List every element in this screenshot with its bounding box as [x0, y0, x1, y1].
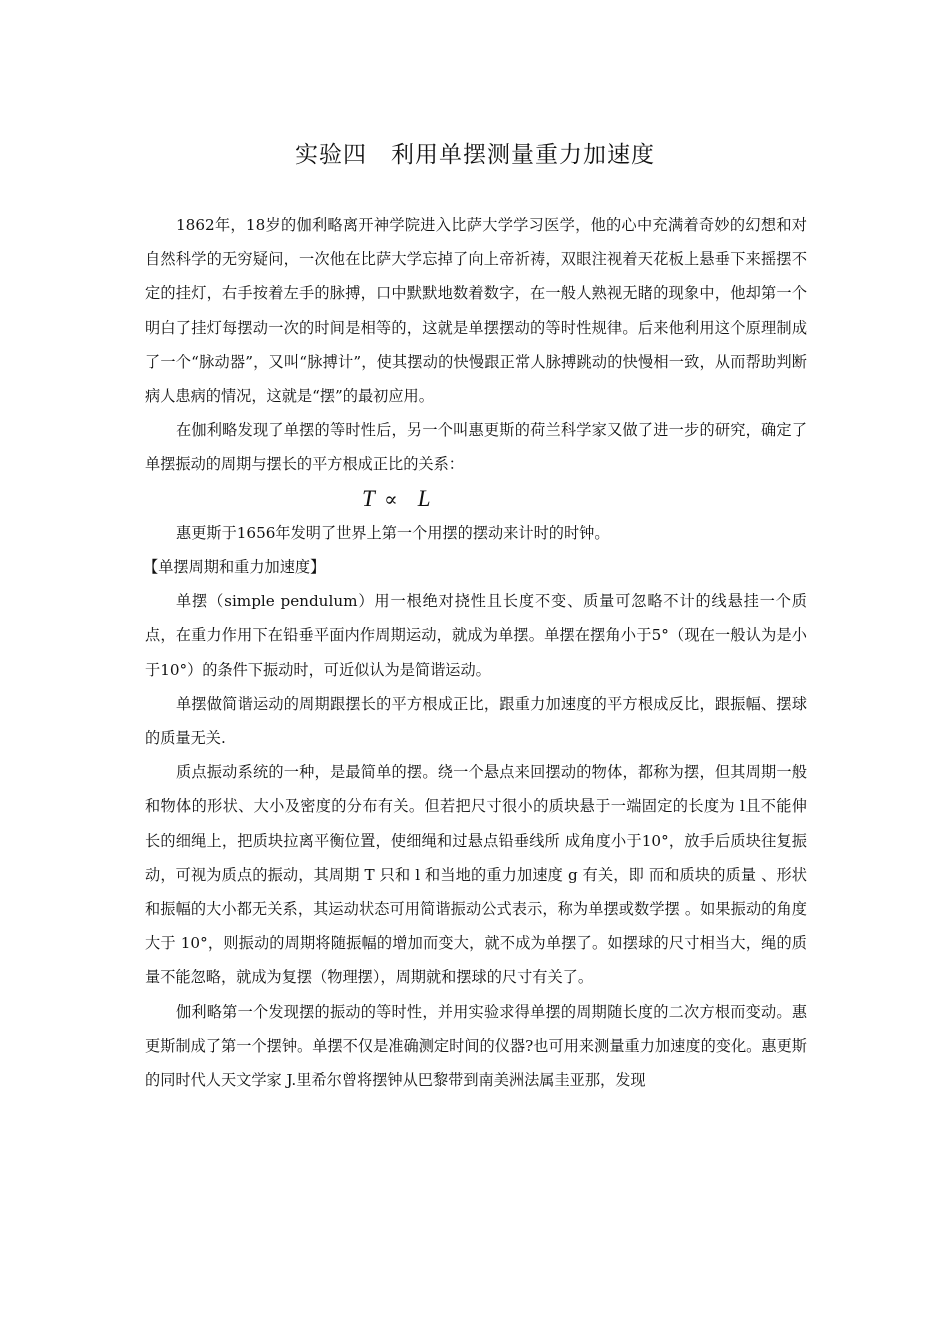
proportional-symbol: ∝: [384, 488, 398, 511]
page-title: 实验四 利用单摆测量重力加速度: [295, 142, 655, 168]
paragraph-mass-point-vibration: 质点振动系统的一种，是最简单的摆。绕一个悬点来回摆动的物体，都称为摆，但其周期一般和物体的形状、大小及密度的分布有关。但若把尺寸很小的质块悬于一端固定的长度为 l且不能伸长的细绳上，把质块拉离平衡位置，使细绳和过悬点铅垂线所 成角度小于10°，放手后质块往复振动，可视为质点的振动，其周期 T 只和 l 和当地的重力加速度 g 有关，即 而和质块的质量 、形状和振幅的大小都无关系，其运动状态可用简谐振动公式表示，称为单摆或数学摆 。如果振动的角度大于 10°，则振动的周期将随振幅的增加而变大，就不成为单摆了。如摆球的尺寸相当大，绳的质量不能忽略，就成为复摆（物理摆），周期就和摆球的尺寸有关了。: [145, 763, 807, 987]
formula-period-symbol: T: [362, 485, 375, 511]
period-proportionality-formula: [145, 482, 807, 516]
paragraph-isochronism-discovery: 伽利略第一个发现摆的振动的等时性，并用实验求得单摆的周期随长度的二次方根而变动。惠更斯制成了第一个摆钟。单摆不仅是准确测定时间的仪器?也可用来测量重力加速度的变化。惠更斯的同时代人天文学家 J.里希尔曾将摆钟从巴黎带到南美洲法属圭亚那，发现: [145, 1002, 807, 1090]
section-heading: 【单摆周期和重力加速度】: [143, 558, 326, 577]
paragraph-huygens-research: 在伽利略发现了单摆的等时性后，另一个叫惠更斯的荷兰科学家又做了进一步的研究，确定了单摆振动的周期与摆长的平方根成正比的关系：: [145, 421, 807, 474]
paragraph-period-dependence: 单摆做简谐运动的周期跟摆长的平方根成正比，跟重力加速度的平方根成反比，跟振幅、摆球的质量无关.: [145, 694, 807, 748]
document-body: [145, 208, 807, 1097]
paragraph-pendulum-clock: 惠更斯于1656年发明了世界上第一个用摆的摆动来计时的时钟。: [176, 523, 610, 542]
paragraph-galileo-history: 1862年，18岁的伽利略离开神学院进入比萨大学学习医学，他的心中充满着奇妙的幻想和对自然科学的无穷疑问，一次他在比萨大学忘掉了向上帝祈祷，双眼注视着天花板上悬垂下来摇摆不定的挂灯，右手按着左手的脉搏，口中默默地数着数字，在一般人熟视无睹的现象中，他却第一个明白了挂灯每摆动一次的时间是相等的，这就是单摆摆动的等时性规律。后来他利用这个原理制成了一个“脉动器”，又叫“脉搏计”，使其摆动的快慢跟正常人脉搏跳动的快慢相一致，从而帮助判断病人患病的情况，这就是“摆”的最初应用。: [145, 216, 807, 406]
formula-length-symbol: L: [417, 485, 431, 511]
paragraph-simple-pendulum-definition: 单摆（simple pendulum）用一根绝对挠性且长度不变、质量可忽略不计的线悬挂一个质点，在重力作用下在铅垂平面内作周期运动，就成为单摆。单摆在摆角小于5°（现在一般认为是小于10°）的条件下振动时，可近似认为是简谐运动。: [145, 592, 807, 679]
